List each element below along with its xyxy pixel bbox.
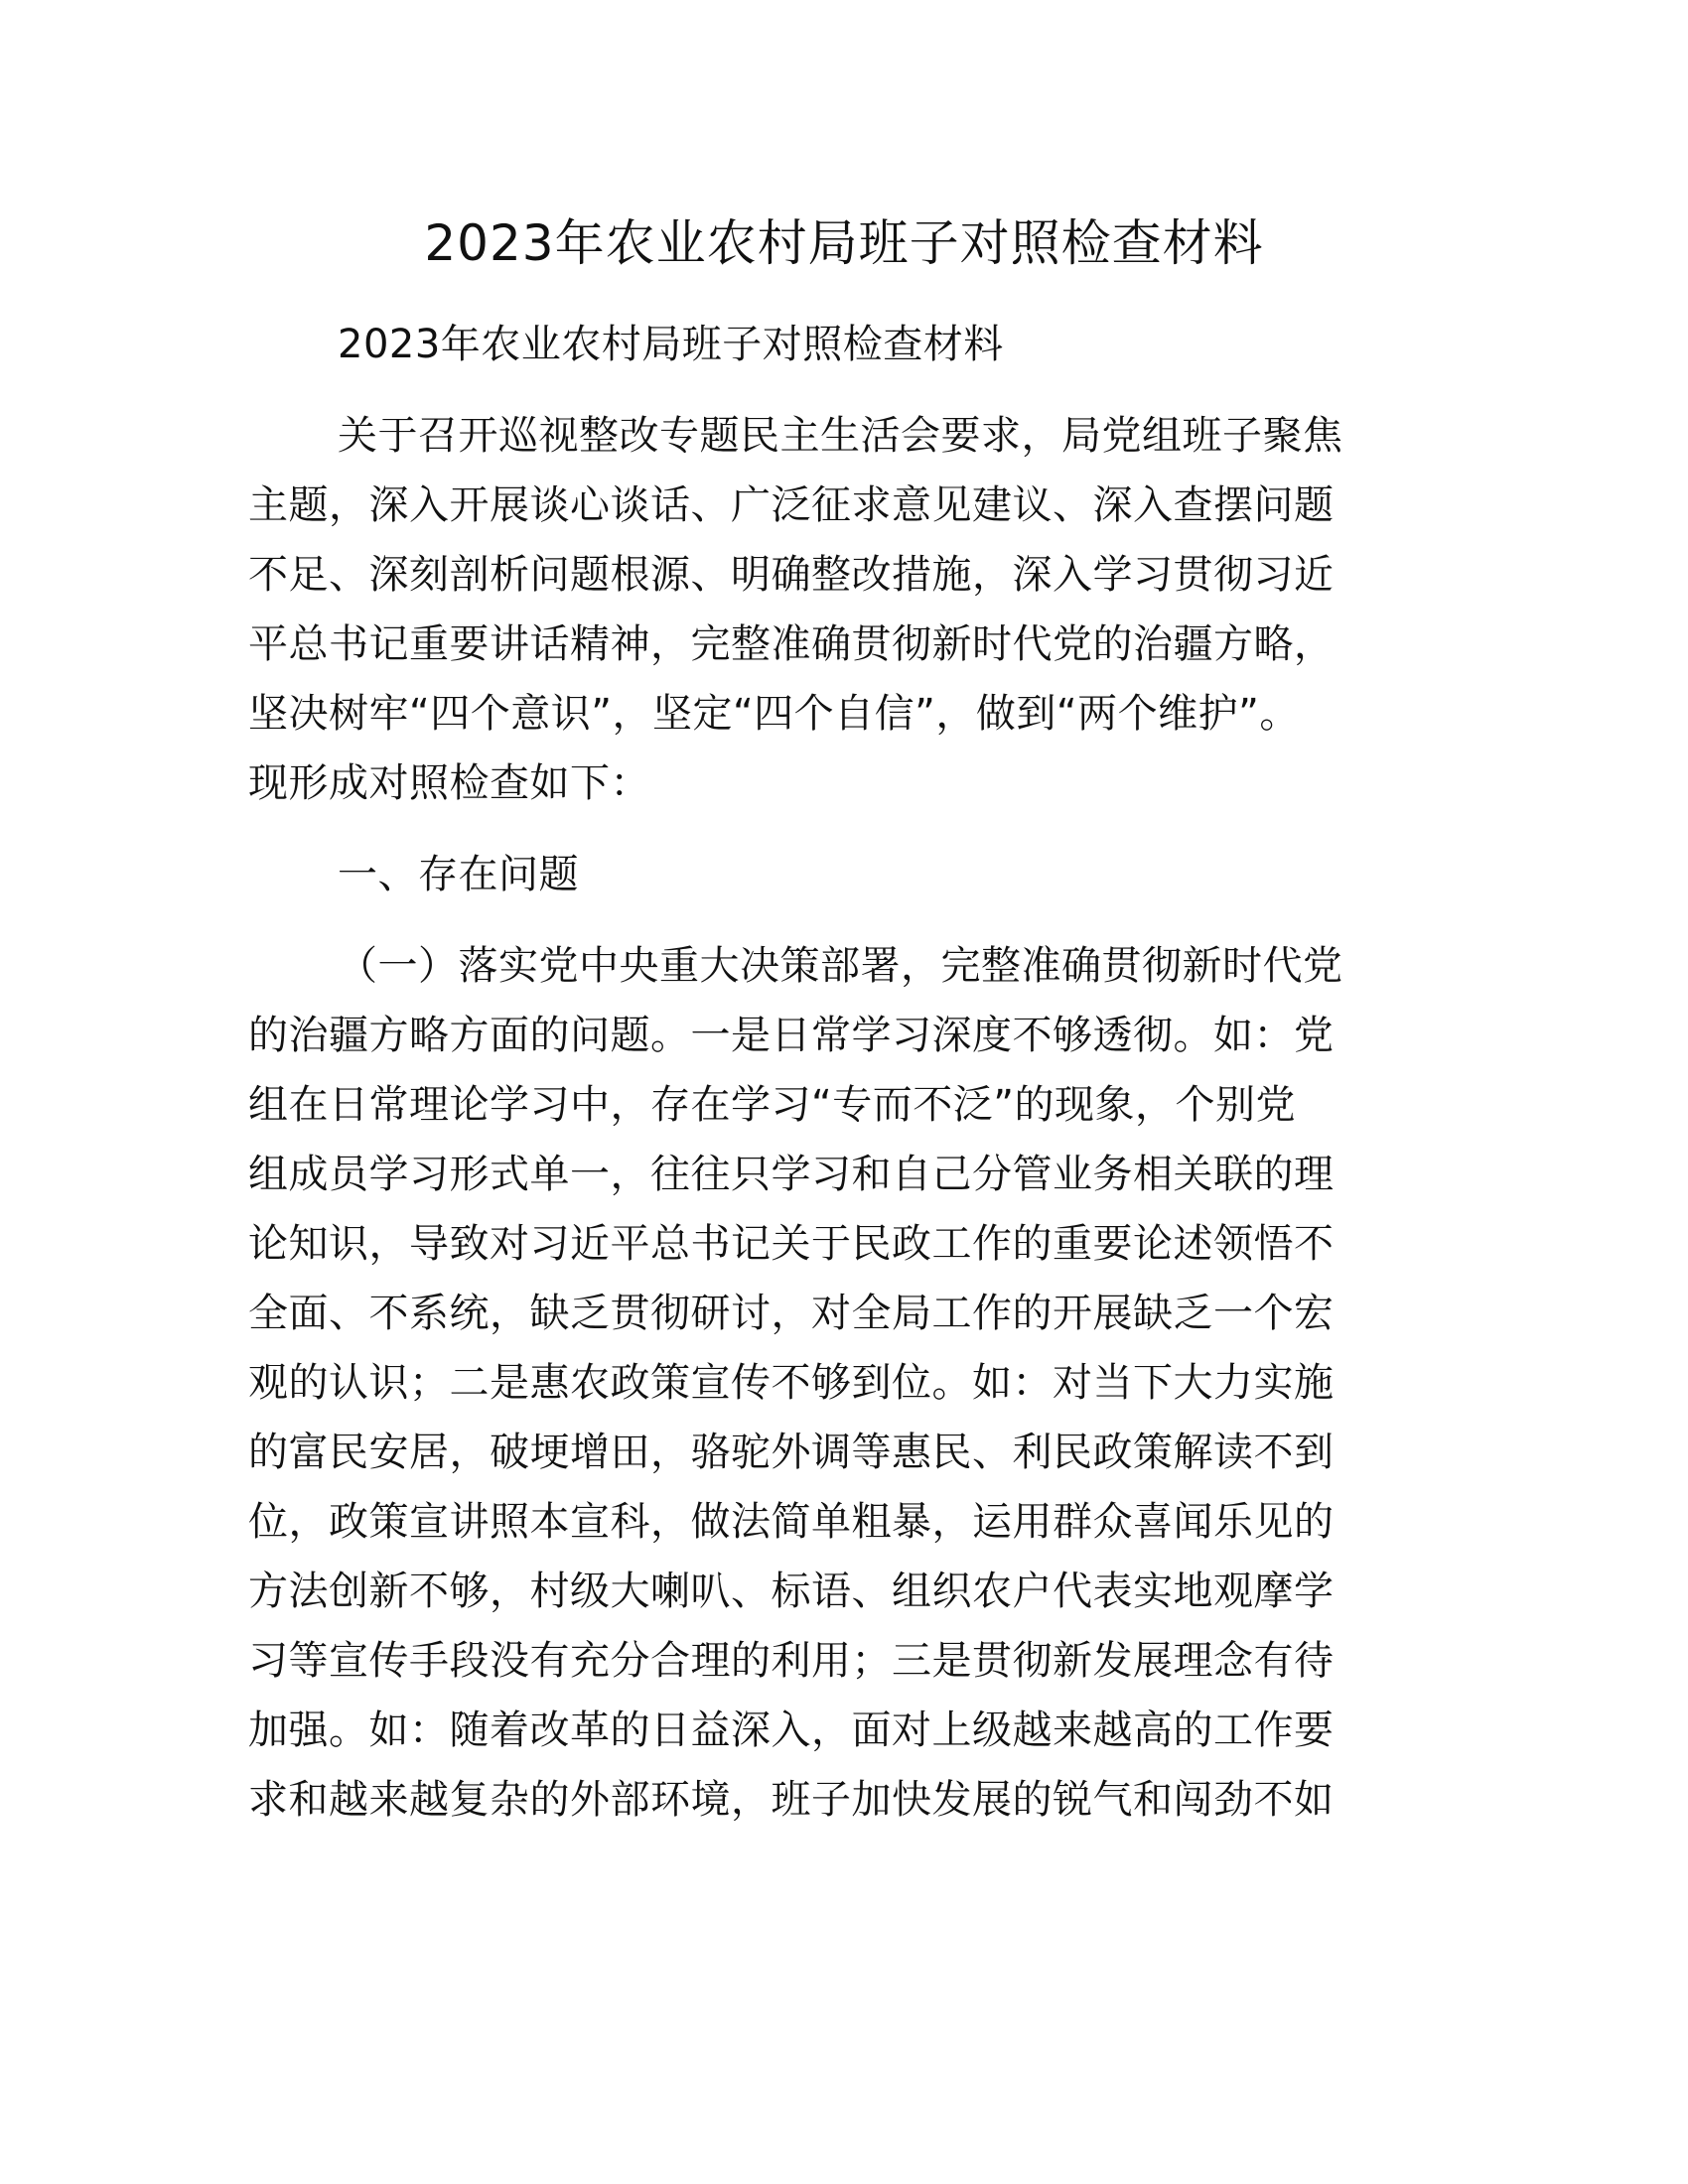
document-title: 2023年农业农村局班子对照检查材料 <box>424 214 1264 272</box>
intro-line: 现形成对照检查如下： <box>248 760 650 806</box>
document-body <box>248 310 1440 1835</box>
subtitle-paragraph <box>248 310 1440 379</box>
problem-line: 习等宣传手段没有充分合理的利用；三是贯彻新发展理念有待 <box>248 1638 1335 1684</box>
intro-line: 不足、深刻剖析问题根源、明确整改措施，深入学习贯彻习近 <box>248 552 1335 598</box>
problem-line: 论知识，导致对习近平总书记关于民政工作的重要论述领悟不 <box>248 1221 1335 1267</box>
intro-line: 关于召开巡视整改专题民主生活会要求，局党组班子聚焦 <box>338 413 1343 459</box>
problem-paragraph <box>248 931 1440 1835</box>
section-heading-paragraph <box>248 840 1440 909</box>
problem-line: 求和越来越复杂的外部环境，班子加快发展的锐气和闯劲不如 <box>248 1777 1335 1823</box>
intro-line: 平总书记重要讲话精神，完整准确贯彻新时代党的治疆方略， <box>248 621 1335 667</box>
problem-line: 组在日常理论学习中，存在学习“专而不泛”的现象，个别党 <box>248 1082 1296 1128</box>
problem-line: 的治疆方略方面的问题。一是日常学习深度不够透彻。如：党 <box>248 1013 1335 1058</box>
problem-line: 组成员学习形式单一，往往只学习和自己分管业务相关联的理 <box>248 1152 1335 1197</box>
problem-line: 方法创新不够，村级大喇叭、标语、组织农户代表实地观摩学 <box>248 1569 1335 1614</box>
problem-line: 全面、不系统，缺乏贯彻研讨，对全局工作的开展缺乏一个宏 <box>248 1291 1335 1336</box>
intro-paragraph <box>248 401 1440 818</box>
problem-line: 加强。如：随着改革的日益深入，面对上级越来越高的工作要 <box>248 1707 1335 1753</box>
subtitle-text: 2023年农业农村局班子对照检查材料 <box>338 322 1004 367</box>
problem-line: 观的认识；二是惠农政策宣传不够到位。如：对当下大力实施 <box>248 1360 1335 1406</box>
intro-line: 主题，深入开展谈心谈话、广泛征求意见建议、深入查摆问题 <box>248 482 1335 528</box>
intro-line: 坚决树牢“四个意识”，坚定“四个自信”，做到“两个维护”。 <box>248 691 1300 737</box>
problem-line: （一）落实党中央重大决策部署，完整准确贯彻新时代党 <box>338 943 1343 989</box>
problem-line: 位，政策宣讲照本宣科，做法简单粗暴，运用群众喜闻乐见的 <box>248 1499 1335 1545</box>
problem-line: 的富民安居，破埂增田，骆驼外调等惠民、利民政策解读不到 <box>248 1430 1335 1475</box>
section-heading: 一、存在问题 <box>338 852 579 897</box>
